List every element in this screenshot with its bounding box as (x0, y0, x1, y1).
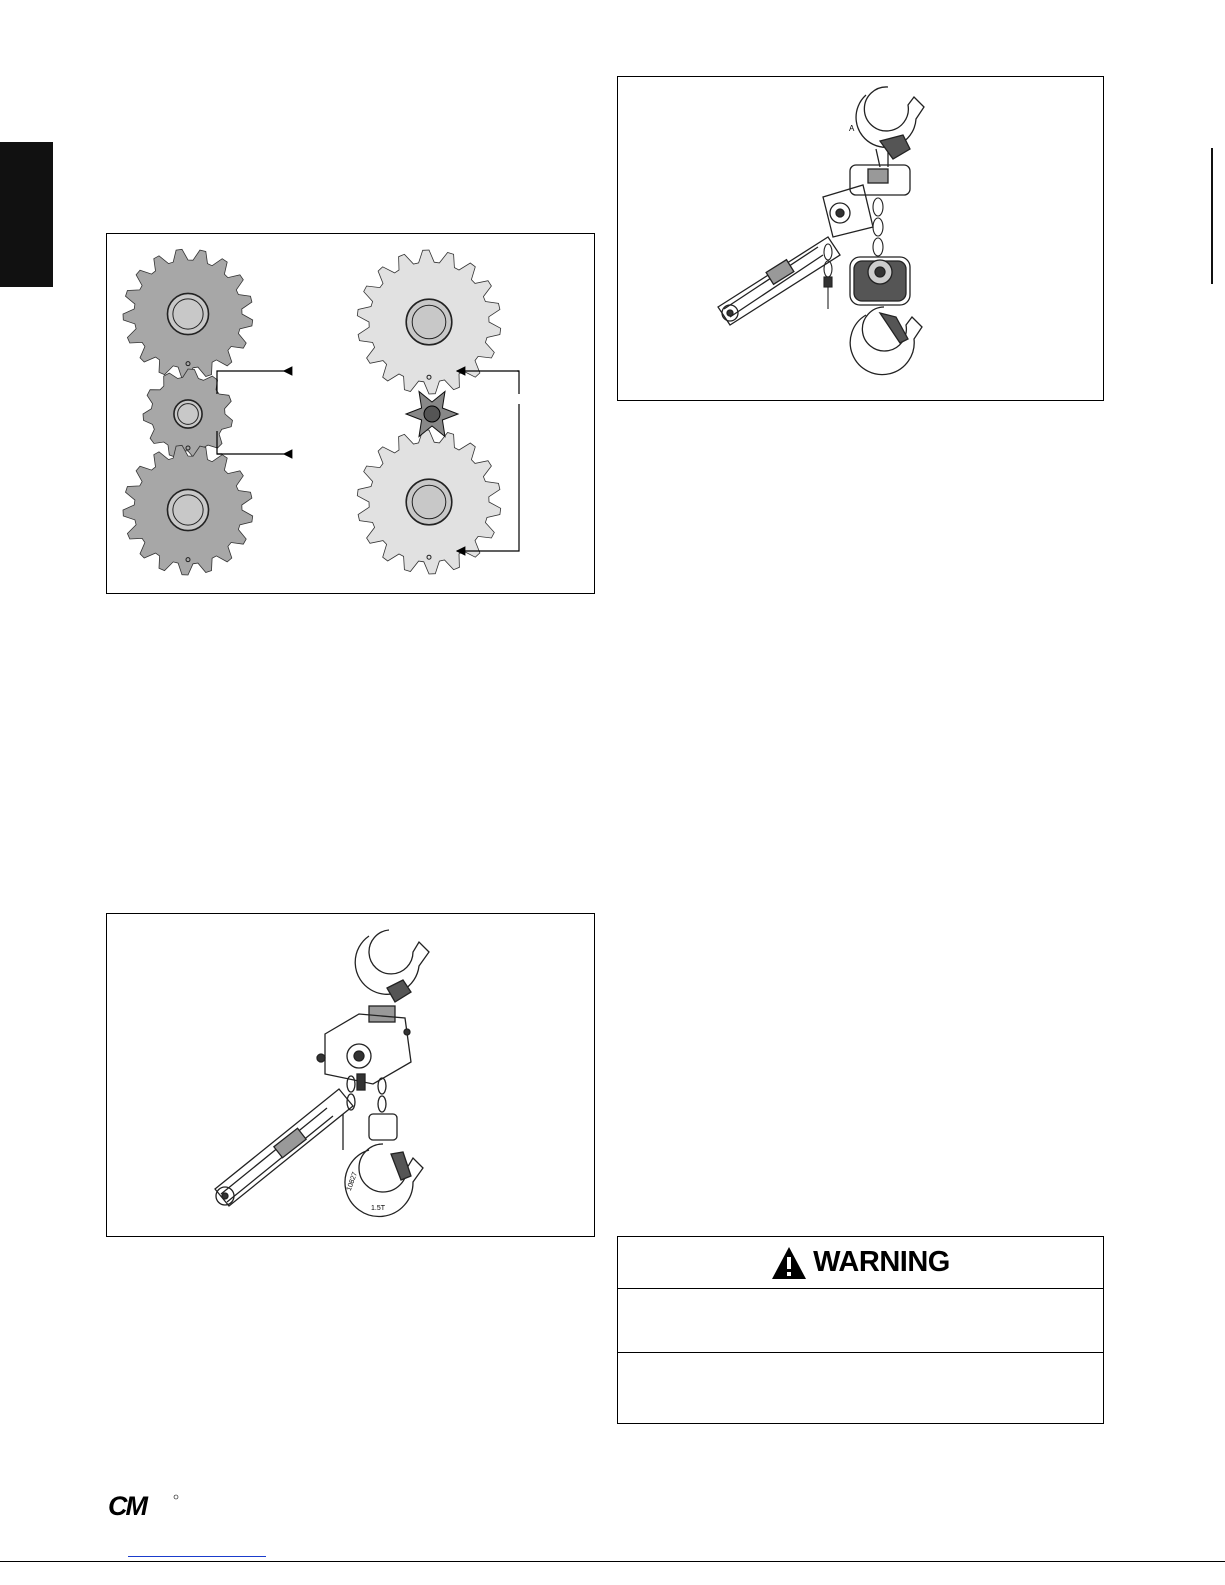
left-pointer-lines (217, 371, 285, 454)
hook-serial-mark: 10827 (345, 1171, 360, 1192)
warning-header (618, 1237, 1103, 1289)
hook-mark: A (849, 124, 855, 133)
warning-row-1 (618, 1289, 1103, 1353)
footer-rule (0, 1561, 1225, 1562)
left-lower-gear (123, 445, 253, 575)
section-tab-marker (0, 142, 53, 287)
gear-diagram (107, 234, 595, 594)
footer-link-underline[interactable] (128, 1556, 266, 1557)
hook-capacity-mark: 1.5T (371, 1205, 386, 1212)
left-upper-gear (123, 249, 253, 379)
right-lower-gear (357, 430, 500, 574)
right-pinion-gear (406, 392, 458, 437)
warning-row-2 (618, 1353, 1103, 1416)
lever-hoist-drawing-2 (107, 914, 595, 1237)
svg-text:CM: CM (108, 1494, 146, 1518)
margin-rule (1211, 148, 1213, 284)
lever-hoist-drawing (618, 77, 1104, 401)
warning-triangle-icon (771, 1246, 807, 1280)
gear-timing-figure (106, 233, 595, 594)
lever-hoist-figure-bottom (106, 913, 595, 1237)
warning-box (617, 1236, 1104, 1424)
warning-title: WARNING (813, 1246, 950, 1278)
right-upper-gear (357, 250, 500, 394)
left-idler-gear (143, 369, 233, 459)
cm-logo (108, 1494, 180, 1523)
lever-hoist-figure-top (617, 76, 1104, 401)
